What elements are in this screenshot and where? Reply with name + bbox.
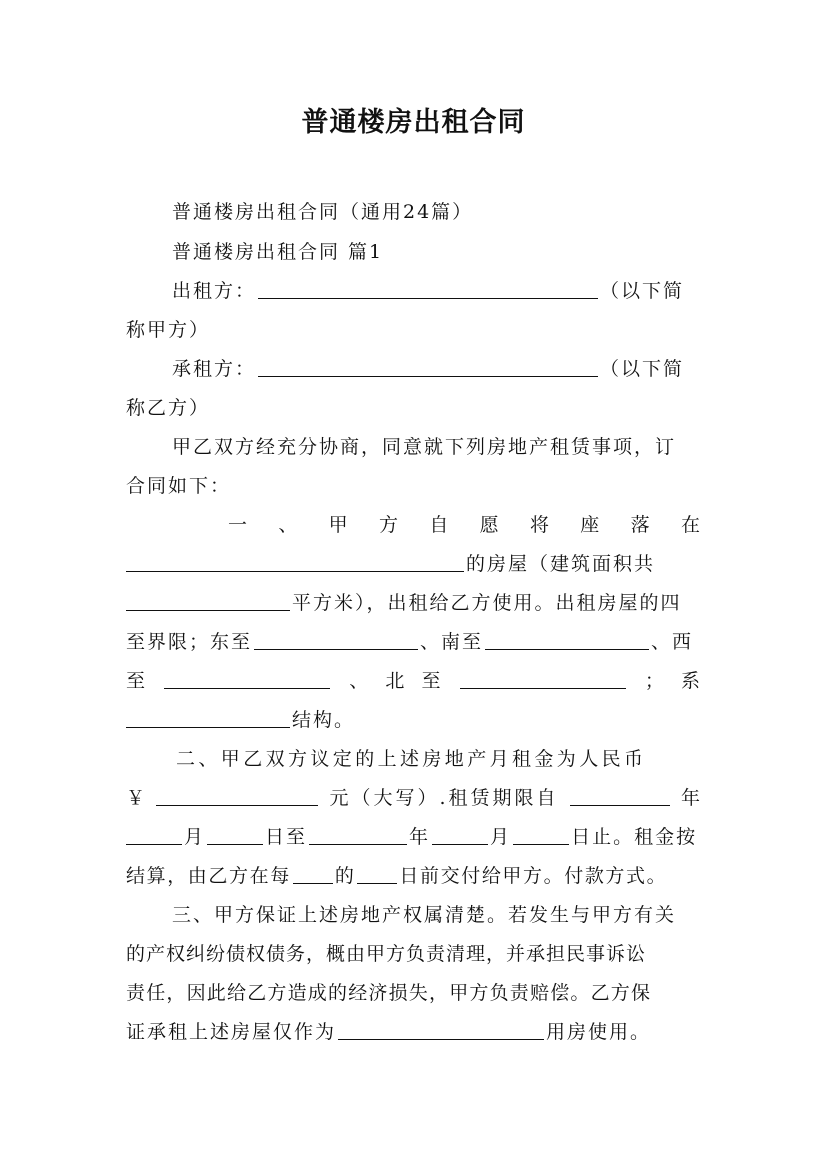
line-text: 年 <box>409 826 431 848</box>
line-text: 的 <box>334 865 356 887</box>
start-month-blank <box>126 824 182 845</box>
paragraph-line <box>126 824 697 850</box>
address-blank <box>126 551 464 572</box>
lessor-suffix: （以下简 <box>600 280 685 302</box>
char: 自 <box>429 514 449 536</box>
paragraph-line <box>126 629 693 655</box>
paragraph-line <box>126 863 667 889</box>
char: 甲 <box>328 514 348 536</box>
line-text: 结构。 <box>292 709 356 731</box>
line-text: 、西 <box>651 631 694 653</box>
line-text: 证承租上述房屋仅作为 <box>126 1021 337 1043</box>
start-day-blank <box>207 824 263 845</box>
paragraph-line <box>126 668 700 694</box>
paragraph-line: 责任，因此给乙方造成的经济损失，甲方负责赔偿。乙方保 <box>126 982 652 1004</box>
document-title: 普通楼房出租合同 <box>301 107 526 138</box>
lessor-blank <box>258 278 598 299</box>
lessee-suffix: （以下简 <box>600 358 685 380</box>
paragraph-line <box>126 1019 651 1045</box>
clause-3-line: 三、甲方保证上述房地产权属清楚。若发生与甲方有关 <box>172 904 677 926</box>
currency-symbol: ￥ <box>126 787 146 809</box>
char: 落 <box>630 514 650 536</box>
char: 愿 <box>479 514 499 536</box>
char: 、 <box>278 514 298 536</box>
lessee-abbrev: 称乙方） <box>126 397 211 419</box>
char: 系 <box>680 670 700 692</box>
area-blank <box>126 590 290 611</box>
paragraph-line <box>126 707 355 733</box>
char: 将 <box>529 514 549 536</box>
payday-blank <box>357 863 397 884</box>
line-text: 日止。租金按 <box>571 826 698 848</box>
structure-blank <box>126 707 290 728</box>
clause-2-line: 二、甲乙双方议定的上述房地产月租金为人民币 <box>176 748 647 770</box>
lessor-abbrev: 称甲方） <box>126 319 211 341</box>
line-text: 日前交付给甲方。付款方式。 <box>399 865 668 887</box>
char: 至 <box>421 670 441 692</box>
lessee-label: 承租方： <box>172 358 257 380</box>
section-heading: 普通楼房出租合同 篇1 <box>172 241 384 263</box>
lessee-blank <box>258 356 598 377</box>
paragraph-line: 合同如下： <box>126 475 232 497</box>
paragraph-line <box>126 785 700 811</box>
line-text: 元（大写）.租赁期限自 <box>329 787 559 809</box>
end-day-blank <box>513 824 569 845</box>
lessor-line <box>172 278 684 304</box>
north-blank <box>460 668 626 689</box>
char: 至 <box>126 670 146 692</box>
line-text: 用房使用。 <box>546 1021 652 1043</box>
end-year-blank <box>309 824 407 845</box>
line-text: 结算，由乙方在每 <box>126 865 291 887</box>
west-blank <box>164 668 330 689</box>
clause-1-line <box>228 512 700 538</box>
line-text: 月 <box>184 826 206 848</box>
east-blank <box>254 629 418 650</box>
char: ； <box>644 670 664 692</box>
line-text: 日至 <box>265 826 308 848</box>
rent-blank <box>156 785 318 806</box>
line-text: 平方米），出租给乙方使用。出租房屋的四 <box>292 592 682 614</box>
start-year-blank <box>570 785 670 806</box>
paragraph-line: 甲乙双方经充分协商，同意就下列房地产租赁事项，订 <box>172 436 677 458</box>
char: 北 <box>385 670 405 692</box>
south-blank <box>485 629 649 650</box>
line-text: 至界限；东至 <box>126 631 253 653</box>
char: 座 <box>580 514 600 536</box>
paragraph-line <box>126 551 655 577</box>
paragraph-line <box>126 590 682 616</box>
paragraph-line: 的产权纠纷债权债务，概由甲方负责清理，并承担民事诉讼 <box>126 943 647 965</box>
line-text: 年 <box>680 787 700 809</box>
lessor-label: 出租方： <box>172 280 257 302</box>
char: 方 <box>378 514 398 536</box>
line-text: 的房屋（建筑面积共 <box>466 553 656 575</box>
char: 在 <box>680 514 700 536</box>
contract-subtitle: 普通楼房出租合同（通用24篇） <box>172 201 474 223</box>
line-text: 、南至 <box>420 631 484 653</box>
char: 、 <box>349 670 369 692</box>
period-blank <box>293 863 333 884</box>
char: 一 <box>228 514 248 536</box>
end-month-blank <box>432 824 488 845</box>
line-text: 月 <box>490 826 512 848</box>
usage-blank <box>338 1019 544 1040</box>
lessee-line <box>172 356 684 382</box>
